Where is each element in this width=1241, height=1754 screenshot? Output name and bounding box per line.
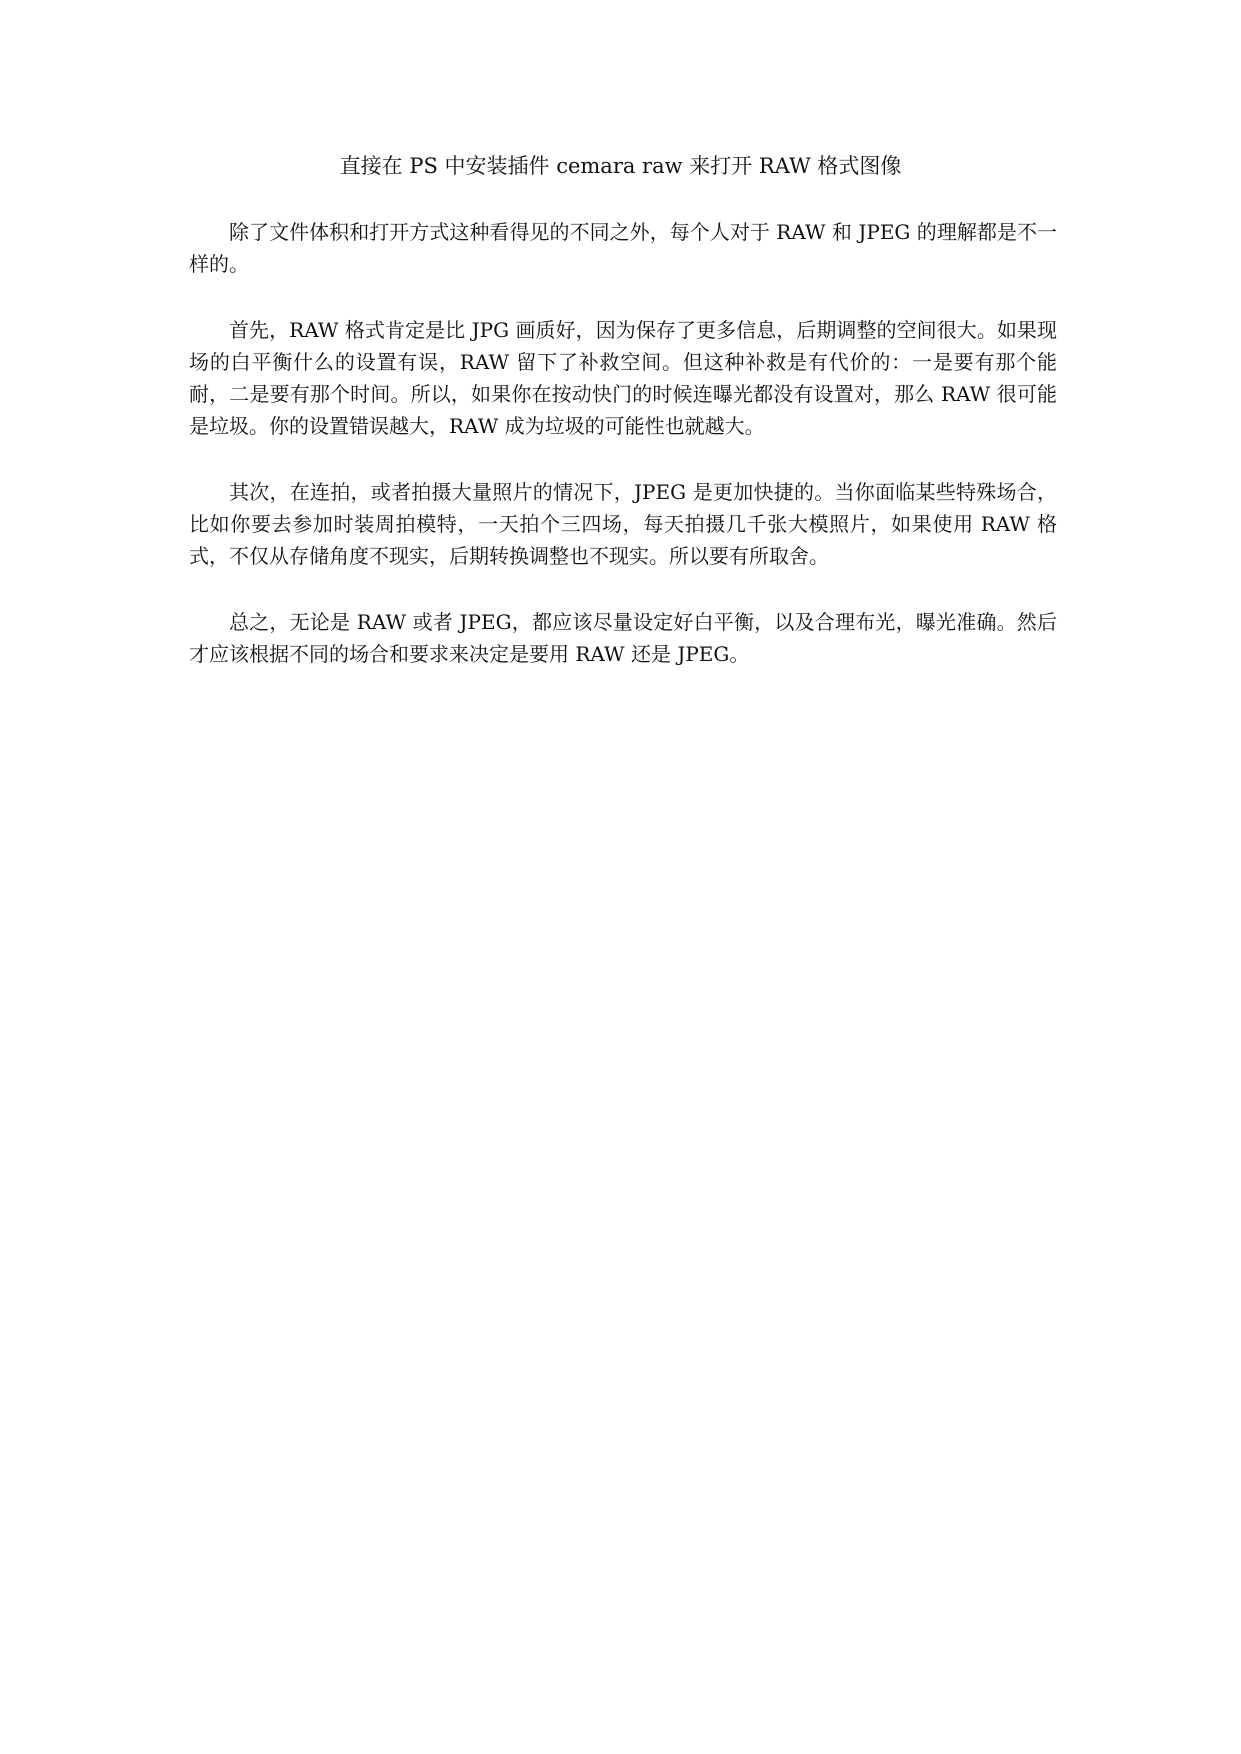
paragraph-1: 除了文件体积和打开方式这种看得见的不同之外，每个人对于 RAW 和 JPEG 的理解都是不一样的。 [189,220,1057,276]
document-body [189,216,1057,704]
paragraph-4: 总之，无论是 RAW 或者 JPEG，都应该尽量设定好白平衡，以及合理布光，曝光准确。然后才应该根据不同的场合和要求来决定是要用 RAW 还是 JPEG。 [189,610,1057,666]
document-title: 直接在 PS 中安装插件 cemara raw 来打开 RAW 格式图像 [339,154,902,178]
paragraph-2: 首先，RAW 格式肯定是比 JPG 画质好，因为保存了更多信息，后期调整的空间很大。如果现场的白平衡什么的设置有误，RAW 留下了补救空间。但这种补救是有代价的：一是要有那个能耐，二是要有那个时间。所以，如果你在按动快门的时候连曝光都没有设置对，那么 RAW 很可能是垃圾。你的设置错误越大，RAW 成为垃圾的可能性也就越大。 [189,318,1057,438]
paragraph-3: 其次，在连拍，或者拍摄大量照片的情况下，JPEG 是更加快捷的。当你面临某些特殊场合，比如你要去参加时装周拍模特，一天拍个三四场，每天拍摄几千张大模照片，如果使用 RAW 格式，不仅从存储角度不现实，后期转换调整也不现实。所以要有所取舍。 [189,480,1057,568]
